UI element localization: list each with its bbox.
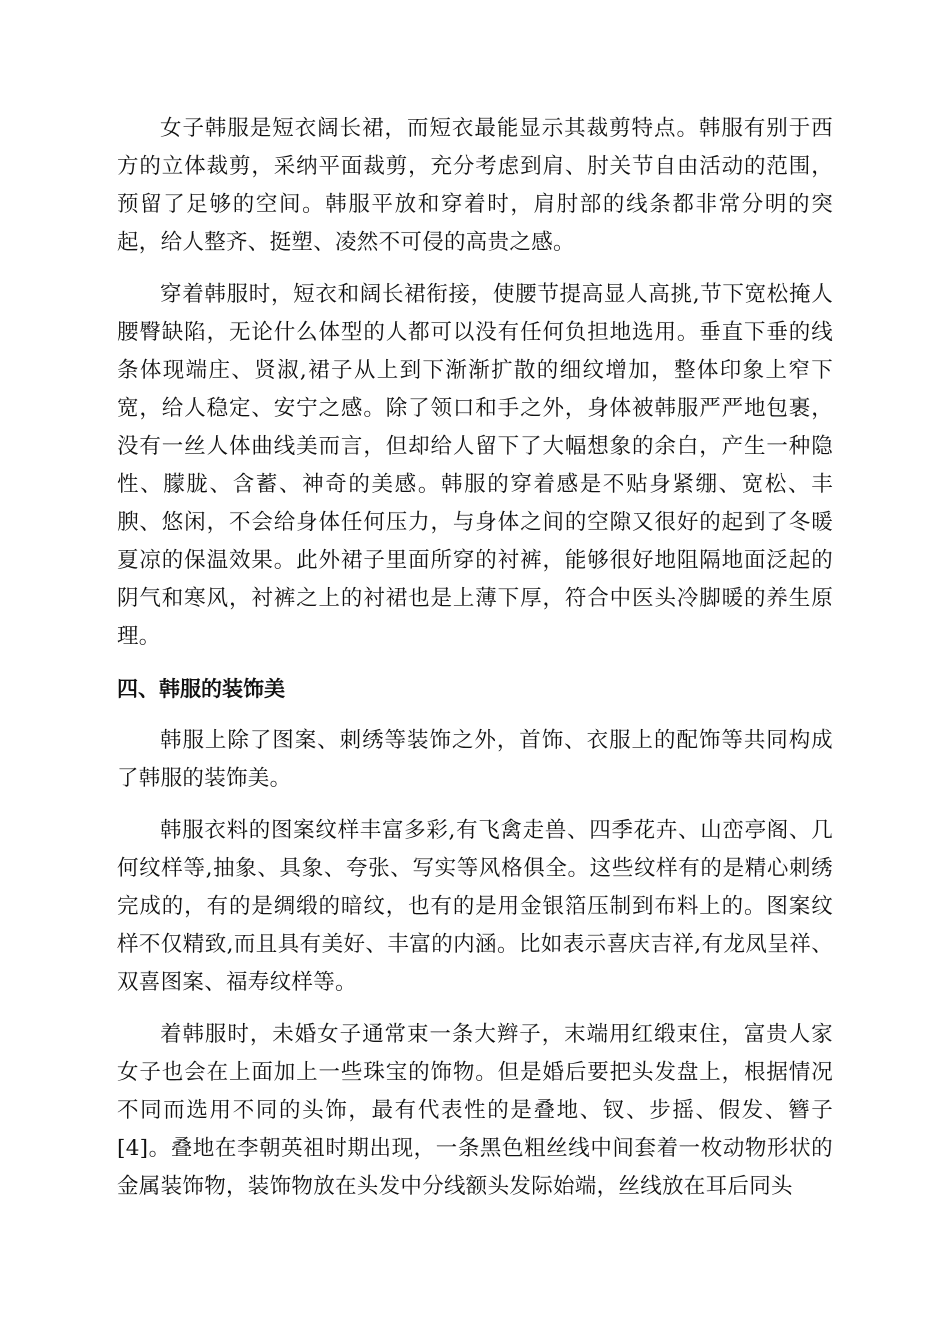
paragraph-hair-ornaments: 着韩服时，未婚女子通常束一条大辫子，末端用红缎束住，富贵人家女子也会在上面加上一些珠宝的饰物。但是婚后要把头发盘上，根据情况不同而选用不同的头饰，最有代表性的是叠地、钗、步摇、假发、簪子[4]。叠地在李朝英祖时期出现，一条黑色粗丝线中间套着一枚动物形状的金属装饰物，装饰物放在头发中分线额头发际始端，丝线放在耳后同头 [117, 1022, 833, 1199]
paragraph-fabric-patterns: 韩服衣料的图案纹样丰富多彩,有飞禽走兽、四季花卉、山峦亭阁、几何纹样等,抽象、具象、夸张、写实等风格俱全。这些纹样有的是精心刺绣完成的，有的是绸缎的暗纹，也有的是用金银箔压制到布料上的。图案纹样不仅精致,而且具有美好、丰富的内涵。比如表示喜庆吉祥,有龙凤呈祥、双喜图案、福寿纹样等。 [117, 818, 833, 995]
section-heading: 四、韩服的装饰美 [117, 677, 285, 701]
paragraph-wearing-hanbok: 穿着韩服时，短衣和阔长裙衔接，使腰节提高显人高挑,节下宽松掩人腰臀缺陷，无论什么体型的人都可以没有任何负担地选用。垂直下垂的线条体现端庄、贤淑,裙子从上到下渐渐扩散的细纹增加，整体印象上窄下宽，给人稳定、安宁之感。除了领口和手之外，身体被韩服严严地包裹，没有一丝人体曲线美而言，但却给人留下了大幅想象的余白，产生一种隐性、朦胧、含蓄、神奇的美感。韩服的穿着感是不贴身紧绷、宽松、丰腴、悠闲，不会给身体任何压力，与身体之间的空隙又很好的起到了冬暖夏凉的保温效果。此外裙子里面所穿的衬裤，能够很好地阻隔地面泛起的阴气和寒风，衬裤之上的衬裙也是上薄下厚，符合中医头冷脚暖的养生原理。 [117, 282, 833, 649]
document-page [117, 110, 833, 1206]
paragraph-decoration-intro: 韩服上除了图案、刺绣等装饰之外，首饰、衣服上的配饰等共同构成了韩服的装饰美。 [117, 728, 833, 791]
paragraph-short-jacket: 女子韩服是短衣阔长裙，而短衣最能显示其裁剪特点。韩服有别于西方的立体裁剪，采纳平面裁剪，充分考虑到肩、肘关节自由活动的范围，预留了足够的空间。韩服平放和穿着时，肩肘部的线条都非常分明的突起，给人整齐、挺塑、凌然不可侵的高贵之感。 [117, 116, 833, 255]
